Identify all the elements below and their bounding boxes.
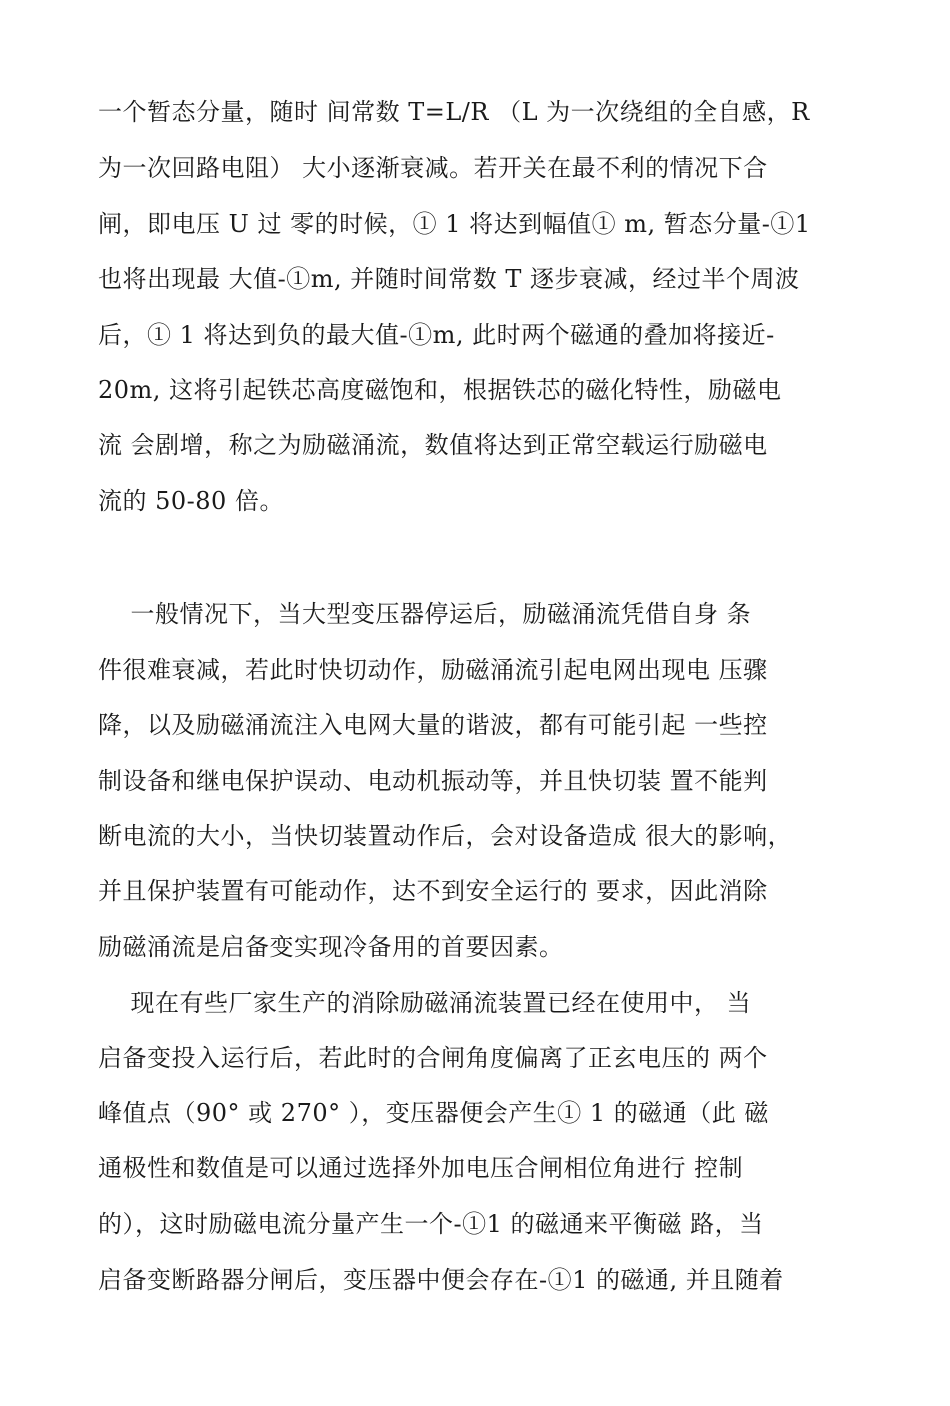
text-line: 后，① 1 将达到负的最大值-①m, 此时两个磁通的叠加将接近-	[98, 321, 775, 349]
text-line: 一般情况下，当大型变压器停运后，励磁涌流凭借自身 条	[98, 600, 752, 628]
text-line: 件很难衰减，若此时快切动作，励磁涌流引起电网出现电 压骤	[98, 656, 768, 684]
text-line: 的），这时励磁电流分量产生一个-①1 的磁通来平衡磁 路，当	[98, 1210, 764, 1238]
text-line: 并且保护装置有可能动作，达不到安全运行的 要求，因此消除	[98, 877, 768, 905]
text-line: 通极性和数值是可以通过选择外加电压合闸相位角进行 控制	[98, 1154, 744, 1182]
text-line: 闸，即电压 U 过 零的时候，① 1 将达到幅值① m, 暂态分量-①1	[98, 210, 811, 238]
text-line: 也将出现最 大值-①m, 并随时间常数 T 逐步衰减，经过半个周波	[98, 265, 800, 293]
text-line: 励磁涌流是启备变实现冷备用的首要因素。	[98, 933, 564, 961]
text-line: 断电流的大小，当快切装置动作后，会对设备造成 很大的影响，	[98, 822, 793, 850]
text-line: 20m, 这将引起铁芯高度磁饱和，根据铁芯的磁化特性，励磁电	[98, 376, 782, 404]
text-line: 流的 50-80 倍。	[98, 487, 284, 515]
text-line: 峰值点（90° 或 270° ），变压器便会产生① 1 的磁通（此 磁	[98, 1099, 769, 1127]
text-line: 启备变断路器分闸后，变压器中便会存在-①1 的磁通, 并且随着	[98, 1266, 784, 1294]
text-line: 制设备和继电保护误动、电动机振动等，并且快切装 置不能判	[98, 767, 768, 795]
text-line: 为一次回路电阻） 大小逐渐衰减。若开关在最不利的情况下合	[98, 154, 768, 182]
text-line: 启备变投入运行后，若此时的合闸角度偏离了正玄电压的 两个	[98, 1044, 768, 1072]
text-line: 现在有些厂家生产的消除励磁涌流装置已经在使用中， 当	[98, 989, 752, 1017]
text-line: 流 会剧增，称之为励磁涌流，数值将达到正常空载运行励磁电	[98, 431, 768, 459]
text-line: 一个暂态分量，随时 间常数 T=L/R （L 为一次绕组的全自感，R	[98, 98, 810, 126]
text-line: 降，以及励磁涌流注入电网大量的谐波，都有可能引起 一些控	[98, 711, 768, 739]
